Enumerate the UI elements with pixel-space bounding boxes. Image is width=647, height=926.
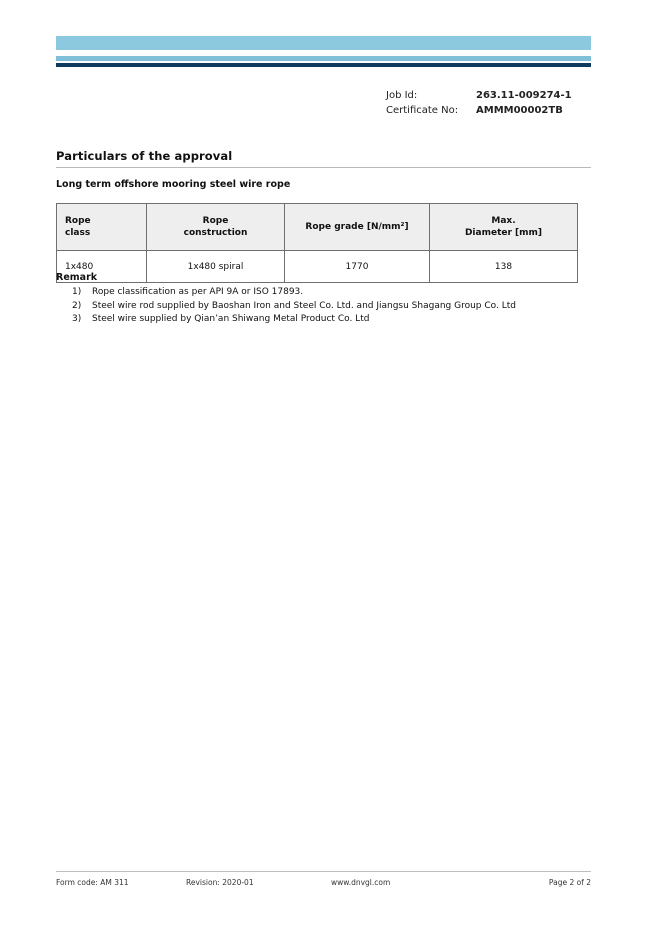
table-header-row (57, 204, 578, 251)
remark-heading: Remark (56, 272, 98, 283)
page-title: Particulars of the approval (56, 149, 233, 163)
header-band-mid (56, 56, 591, 61)
page-footer (56, 878, 591, 887)
certificate-no-label: Certificate No: (386, 105, 459, 116)
certificate-no-row (386, 103, 591, 118)
column-header-rope-grade (285, 204, 430, 251)
column-header-line1: Rope grade [N/mm²] (305, 222, 409, 232)
remark-text: Steel wire supplied by Qian’an Shiwang Metal Product Co. Ltd (92, 314, 370, 324)
cell-rope-construction: 1x480 spiral (147, 251, 285, 283)
column-header-max-diameter (430, 204, 578, 251)
remark-text: Rope classification as per API 9A or ISO 17893. (92, 287, 304, 297)
footer-divider (56, 871, 591, 872)
remark-text: Steel wire rod supplied by Baoshan Iron and Steel Co. Ltd. and Jiangsu Shagang Group Co. Ltd (92, 300, 516, 311)
column-header-line1: Rope (202, 216, 229, 226)
remark-list (72, 286, 592, 327)
remark-number: 3) (72, 314, 82, 324)
particulars-table-wrapper (56, 203, 577, 283)
list-item (72, 300, 592, 314)
column-header-rope-class (57, 204, 147, 251)
section-subtitle: Long term offshore mooring steel wire rope (56, 179, 291, 190)
list-item (72, 286, 592, 300)
column-header-line2: construction (183, 228, 248, 238)
cell-rope-grade: 1770 (285, 251, 430, 283)
certificate-no-value: AMMM00002TB (476, 105, 563, 116)
document-meta (386, 88, 591, 118)
footer-form-code: Form code: AM 311 (56, 878, 129, 887)
column-header-rope-construction (147, 204, 285, 251)
footer-url[interactable]: www.dnvgl.com (331, 878, 391, 887)
footer-page-number: Page 2 of 2 (548, 878, 591, 887)
column-header-line2: class (65, 228, 91, 238)
remark-number: 2) (72, 300, 82, 311)
list-item (72, 313, 592, 327)
column-header-line2: Diameter [mm] (464, 228, 543, 238)
title-divider (56, 167, 591, 168)
footer-revision: Revision: 2020-01 (186, 878, 254, 887)
job-id-value: 263.11-009274-1 (476, 90, 572, 101)
header-band-dark (56, 63, 591, 67)
job-id-label: Job Id: (386, 90, 418, 101)
column-header-line1: Max. (491, 216, 516, 226)
remark-number: 1) (72, 287, 82, 297)
header-band-light (56, 36, 591, 50)
cell-rope-class: 1x480 (57, 251, 147, 283)
job-id-row (386, 88, 591, 103)
particulars-table (56, 203, 578, 283)
cell-max-diameter: 138 (430, 251, 578, 283)
table-row (57, 251, 578, 283)
column-header-line1: Rope (65, 216, 91, 226)
